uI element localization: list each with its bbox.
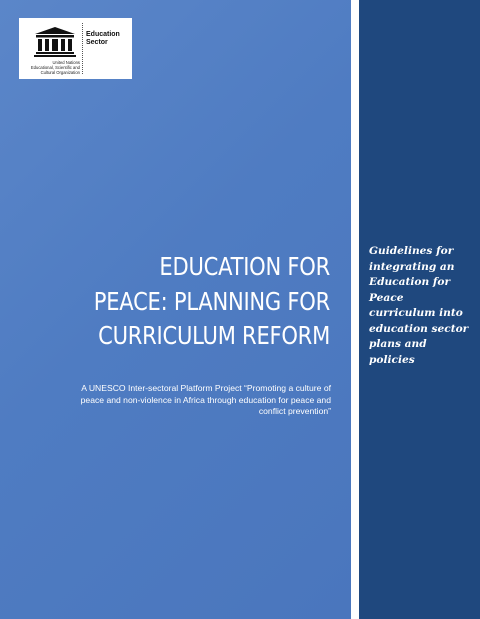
logo-divider [82,23,83,74]
unesco-temple-icon [33,26,77,58]
guidelines-text: Guidelines for integrating an Education for Peace curriculum into education sector plans and policies [369,245,469,366]
organization-name: United Nations Educational, Scientific and Cultural Organization [30,60,80,75]
education-sector-label: Education Sector [86,31,120,46]
project-subtitle: A UNESCO Inter-sectoral Platform Project “Promoting a culture of peace and non-violence in Africa through education for peace and conflict prevention” [80,383,331,416]
unesco-logo [19,18,132,79]
document-title: EDUCATION FOR PEACE: PLANNING FOR CURRICULUM REFORM [93,252,330,350]
